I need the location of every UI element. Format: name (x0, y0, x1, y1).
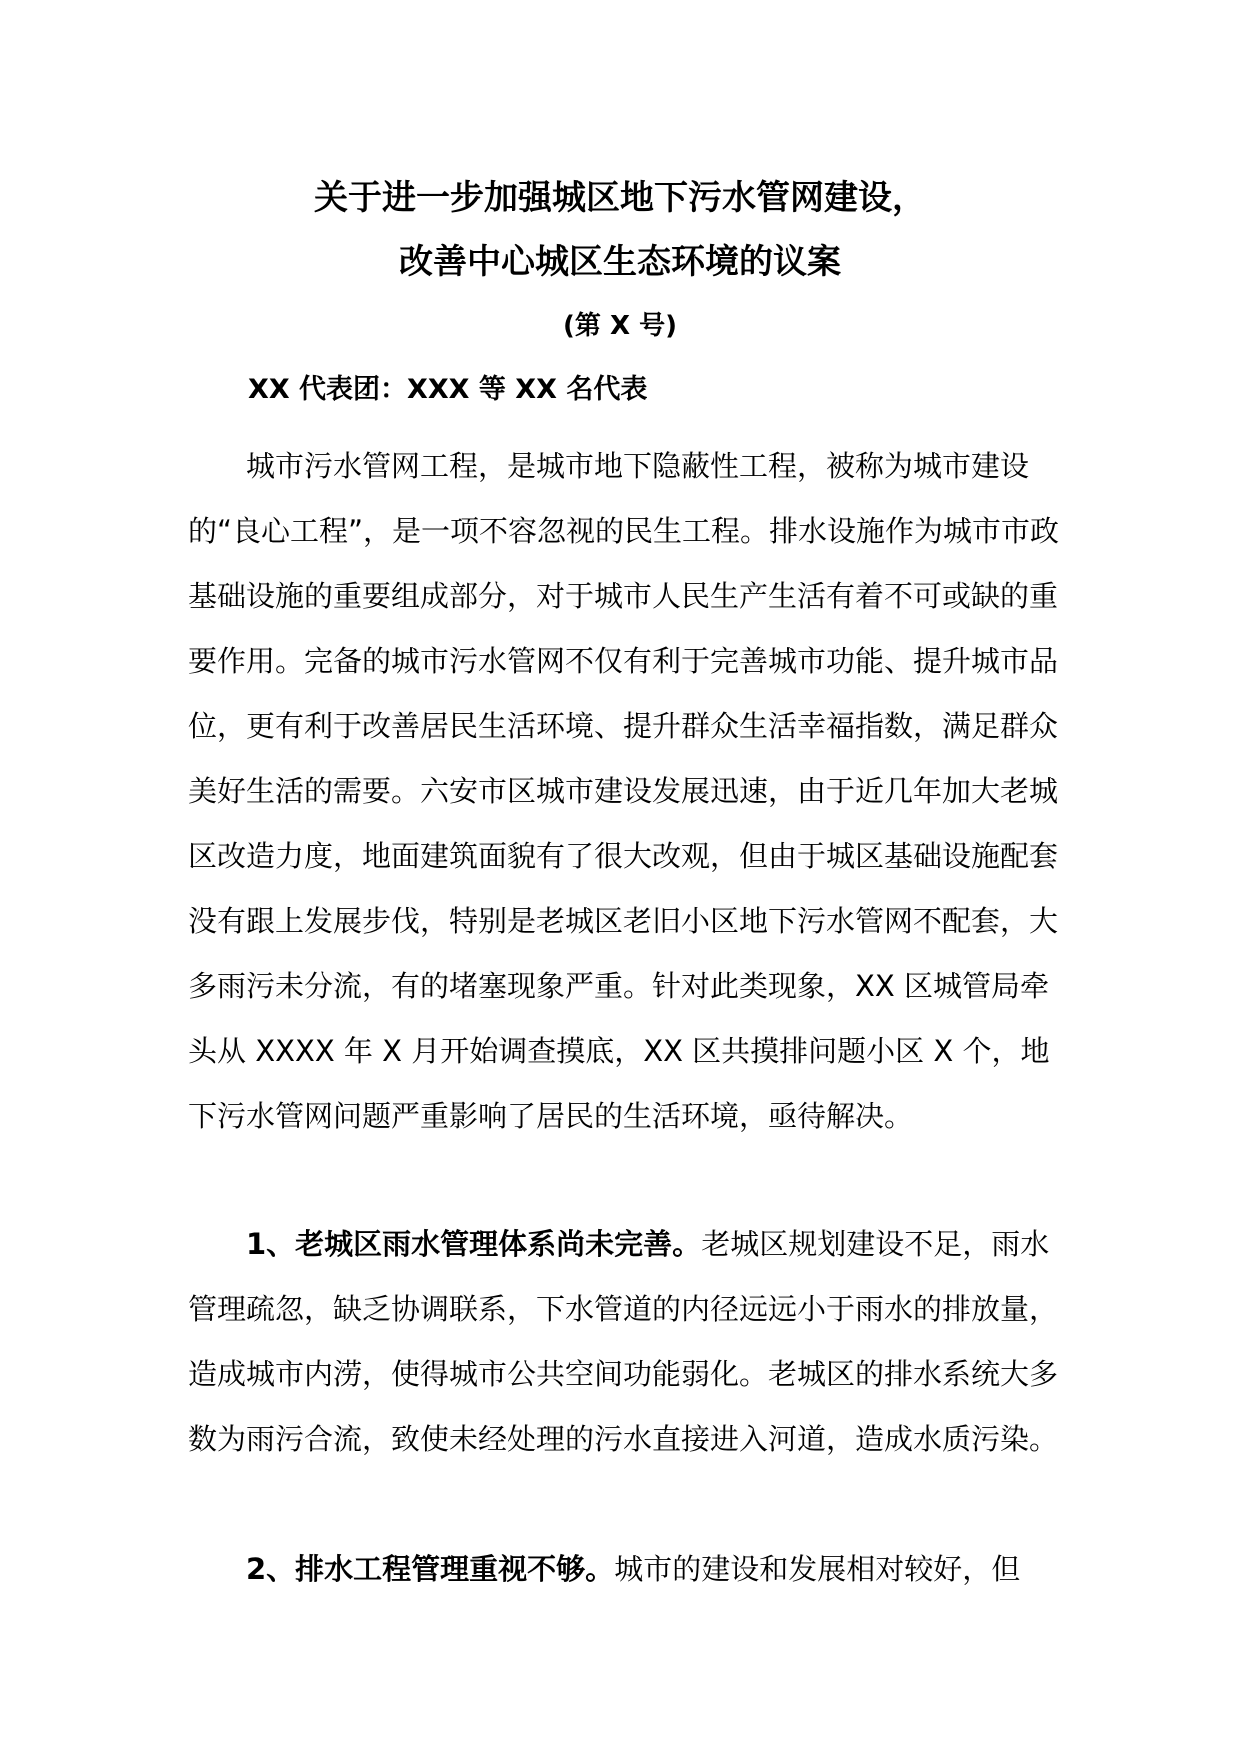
body-paragraph-intro (188, 434, 1068, 1149)
paragraph-lead: 2、排水工程管理重视不够。 (246, 1552, 615, 1586)
paragraph-lead: 1、老城区雨水管理体系尚未完善。 (246, 1227, 702, 1261)
document-number: (第 X 号) (563, 311, 677, 341)
document-title-line-2: 改善中心城区生态环境的议案 (399, 242, 841, 282)
document-title-line-1: 关于进一步加强城区地下污水管网建设， (314, 178, 926, 218)
proposer-line: XX 代表团：XXX 等 XX 名代表 (248, 374, 648, 405)
paragraph-text: 城市污水管网工程，是城市地下隐蔽性工程，被称为城市建设的“良心工程”，是一项不容忽视的民生工程。排水设施作为城市市政基础设施的重要组成部分，对于城市人民生产生活有着不可或缺的重要作用。完备的城市污水管网不仅有利于完善城市功能、提升城市品位，更有利于改善居民生活环境、提升群众生活幸福指数，满足群众美好生活的需要。六安市区城市建设发展迅速，由于近几年加大老城区改造力度，地面建筑面貌有了很大改观，但由于城区基础设施配套没有跟上发展步伐，特别是老城区老旧小区地下污水管网不配套，大多雨污未分流，有的堵塞现象严重。针对此类现象，XX 区城管局牵头从 XXXX 年 X 月开始调查摸底，XX 区共摸排问题小区 X 个，地下污水管网问题严重影响了居民的生活环境，亟待解决。 (188, 449, 1060, 1133)
paragraph-text: 老城区规划建设不足，雨水管理疏忽，缺乏协调联系，下水管道的内径远远小于雨水的排放量，造成城市内涝，使得城市公共空间功能弱化。老城区的排水系统大多数为雨污合流，致使未经处理的污水直接进入河道，造成水质污染。 (188, 1227, 1059, 1456)
body-paragraph-point-1 (188, 1212, 1068, 1472)
paragraph-text: 城市的建设和发展相对较好，但 (614, 1552, 1021, 1586)
body-paragraph-point-2 (188, 1537, 1068, 1602)
